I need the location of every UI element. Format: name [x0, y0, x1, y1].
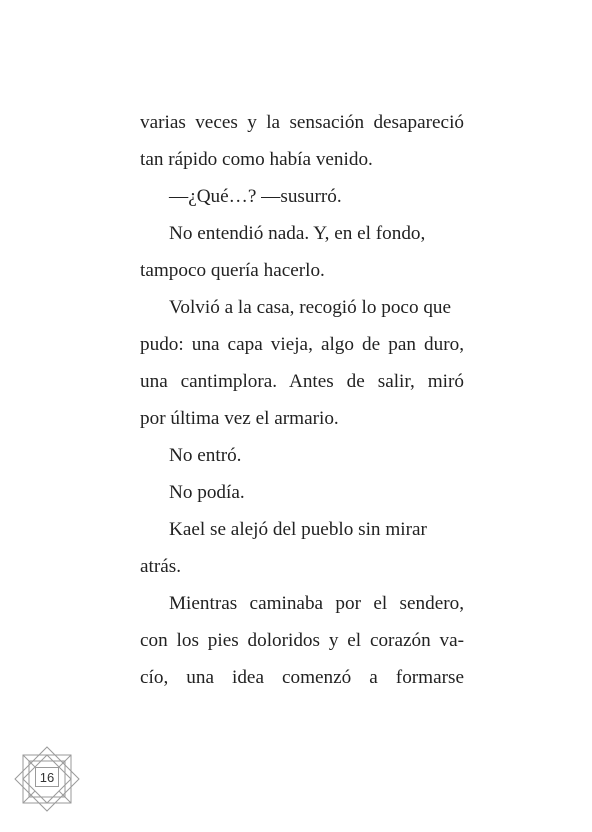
paragraph — [140, 326, 464, 437]
paragraph — [140, 178, 464, 215]
paragraph — [140, 622, 464, 696]
paragraph — [140, 215, 464, 252]
text-line: tan rápido como había venido. — [140, 149, 373, 170]
text-line: pudo: una capa vieja, algo de pan duro, — [140, 334, 464, 355]
text-line: una cantimplora. Antes de salir, miró — [140, 371, 464, 392]
page-number: 16 — [35, 767, 59, 787]
text-line: Kael se alejó del pueblo sin mirar — [169, 519, 427, 540]
text-line: No podía. — [169, 482, 245, 503]
paragraph — [140, 474, 464, 511]
page-number-ornament — [14, 746, 80, 812]
text-line: cío, una idea comenzó a formarse — [140, 667, 464, 688]
paragraph — [140, 585, 464, 622]
paragraph — [140, 252, 464, 289]
text-line: tampoco quería hacerlo. — [140, 260, 325, 281]
text-line: con los pies doloridos y el corazón va- — [140, 630, 464, 651]
paragraph — [140, 289, 464, 326]
paragraph — [140, 104, 464, 178]
text-line: No entendió nada. Y, en el fondo, — [169, 223, 426, 244]
text-line: por última vez el armario. — [140, 408, 339, 429]
text-line: —¿Qué…? —susurró. — [169, 186, 342, 207]
text-line: Volvió a la casa, recogió lo poco que — [169, 297, 452, 318]
paragraph — [140, 548, 464, 585]
text-line: atrás. — [140, 556, 182, 577]
text-line: Mientras caminaba por el sendero, — [169, 593, 464, 614]
paragraph — [140, 511, 464, 548]
body-text — [140, 104, 464, 696]
text-line: varias veces y la sensación desapareció — [140, 112, 464, 133]
paragraph — [140, 437, 464, 474]
text-line: No entró. — [169, 445, 242, 466]
